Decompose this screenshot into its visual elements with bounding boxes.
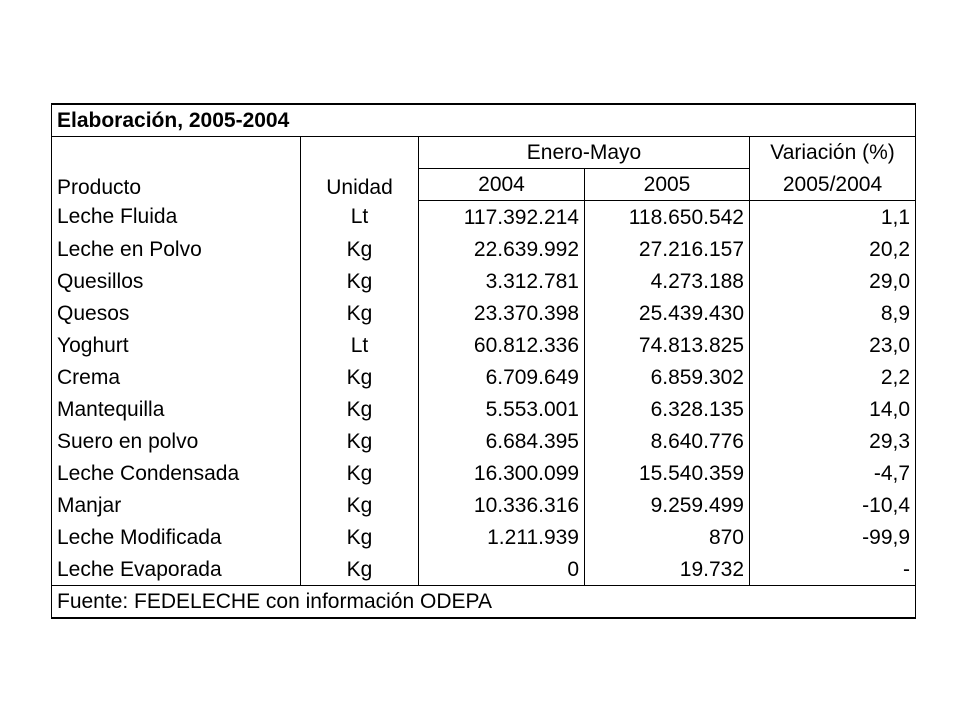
cell-product: Leche Condensada [52, 457, 301, 489]
cell-value-2004: 117.392.214 [419, 201, 585, 234]
cell-variation: 23,0 [750, 329, 916, 361]
cell-value-2005: 4.273.188 [585, 265, 750, 297]
header-enero-mayo: Enero-Mayo [419, 137, 750, 169]
cell-unit: Kg [301, 521, 419, 553]
header-year-2004: 2004 [419, 169, 585, 201]
cell-product: Leche Evaporada [52, 553, 301, 586]
cell-product: Quesos [52, 297, 301, 329]
cell-variation: - [750, 553, 916, 586]
cell-unit: Kg [301, 233, 419, 265]
cell-variation: 2,2 [750, 361, 916, 393]
source-row [52, 586, 916, 619]
cell-value-2005: 15.540.359 [585, 457, 750, 489]
cell-value-2004: 23.370.398 [419, 297, 585, 329]
table-row [52, 233, 916, 265]
cell-variation: -99,9 [750, 521, 916, 553]
cell-product: Mantequilla [52, 393, 301, 425]
header-year-2005: 2005 [585, 169, 750, 201]
cell-value-2004: 3.312.781 [419, 265, 585, 297]
cell-variation: 8,9 [750, 297, 916, 329]
cell-value-2004: 22.639.992 [419, 233, 585, 265]
cell-value-2005: 8.640.776 [585, 425, 750, 457]
cell-variation: 29,3 [750, 425, 916, 457]
cell-product: Yoghurt [52, 329, 301, 361]
cell-variation: -4,7 [750, 457, 916, 489]
cell-unit: Lt [301, 329, 419, 361]
cell-product: Suero en polvo [52, 425, 301, 457]
cell-unit: Kg [301, 489, 419, 521]
cell-product: Quesillos [52, 265, 301, 297]
cell-value-2005: 6.328.135 [585, 393, 750, 425]
header-unit: Unidad [301, 137, 419, 201]
cell-unit: Kg [301, 457, 419, 489]
table-row [52, 265, 916, 297]
cell-value-2005: 74.813.825 [585, 329, 750, 361]
cell-value-2004: 16.300.099 [419, 457, 585, 489]
cell-value-2004: 6.684.395 [419, 425, 585, 457]
cell-value-2005: 6.859.302 [585, 361, 750, 393]
elaboration-table [51, 103, 916, 619]
cell-unit: Kg [301, 393, 419, 425]
source-note: Fuente: FEDELECHE con información ODEPA [52, 586, 916, 619]
cell-product: Leche en Polvo [52, 233, 301, 265]
cell-unit: Lt [301, 201, 419, 234]
cell-value-2005: 9.259.499 [585, 489, 750, 521]
table-title: Elaboración, 2005-2004 [52, 104, 916, 137]
header-variation-period: 2005/2004 [750, 169, 916, 201]
header-product: Producto [52, 137, 301, 201]
cell-unit: Kg [301, 553, 419, 586]
cell-value-2004: 10.336.316 [419, 489, 585, 521]
cell-value-2005: 118.650.542 [585, 201, 750, 234]
table-row [52, 457, 916, 489]
table-title-row [52, 104, 916, 137]
cell-product: Manjar [52, 489, 301, 521]
cell-product: Crema [52, 361, 301, 393]
header-row-top [52, 137, 916, 169]
cell-unit: Kg [301, 297, 419, 329]
cell-product: Leche Fluida [52, 201, 301, 234]
header-variation: Variación (%) [750, 137, 916, 169]
cell-value-2005: 870 [585, 521, 750, 553]
cell-unit: Kg [301, 425, 419, 457]
cell-value-2004: 1.211.939 [419, 521, 585, 553]
cell-value-2005: 27.216.157 [585, 233, 750, 265]
cell-unit: Kg [301, 361, 419, 393]
cell-value-2004: 60.812.336 [419, 329, 585, 361]
cell-variation: 1,1 [750, 201, 916, 234]
table-row [52, 361, 916, 393]
cell-variation: 29,0 [750, 265, 916, 297]
table-row [52, 393, 916, 425]
table-row [52, 297, 916, 329]
table-row [52, 201, 916, 234]
cell-unit: Kg [301, 265, 419, 297]
table-row [52, 489, 916, 521]
cell-value-2004: 6.709.649 [419, 361, 585, 393]
cell-variation: 14,0 [750, 393, 916, 425]
cell-variation: 20,2 [750, 233, 916, 265]
cell-value-2005: 25.439.430 [585, 297, 750, 329]
table-row [52, 329, 916, 361]
table-row [52, 425, 916, 457]
cell-product: Leche Modificada [52, 521, 301, 553]
table-row [52, 553, 916, 586]
cell-value-2005: 19.732 [585, 553, 750, 586]
cell-value-2004: 5.553.001 [419, 393, 585, 425]
cell-variation: -10,4 [750, 489, 916, 521]
table-row [52, 521, 916, 553]
cell-value-2004: 0 [419, 553, 585, 586]
